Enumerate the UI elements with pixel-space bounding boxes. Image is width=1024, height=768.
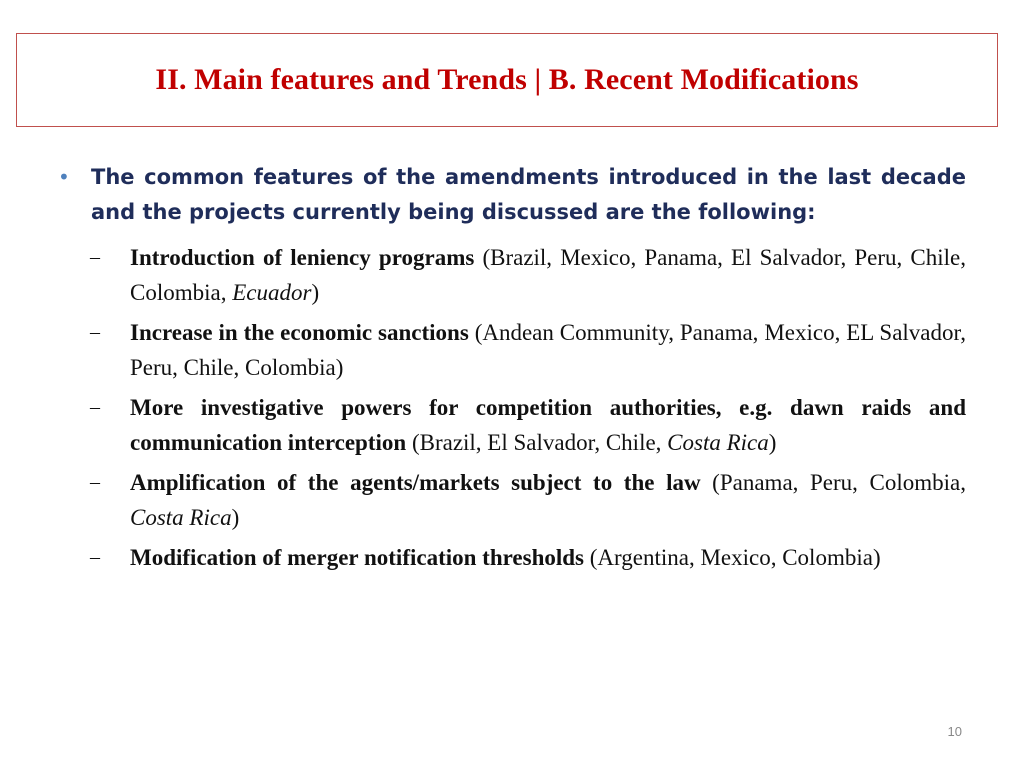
list-item [58, 240, 966, 310]
dash-icon: – [90, 396, 100, 418]
slide-content [58, 160, 966, 580]
bullet-icon: • [58, 165, 70, 189]
dash-icon: – [90, 246, 100, 268]
item-end-text: ) [311, 280, 320, 305]
sub-bullet-list [58, 240, 966, 575]
list-item [58, 315, 966, 385]
item-text: (Andean Community, Panama, Mexico, EL Salvador, Peru, Chile, Colombia) [130, 320, 966, 380]
item-italic-text: Costa Rica [667, 430, 769, 455]
item-bold-text: Modification of merger notification thresholds [130, 545, 584, 570]
list-item [58, 390, 966, 460]
title-box [16, 33, 998, 127]
item-text: (Brazil, El Salvador, Chile, [406, 430, 668, 455]
lead-bullet-paragraph [58, 160, 966, 230]
item-bold-text: More investigative powers for competition authorities, e.g. dawn raids and communication interception [130, 395, 966, 455]
lead-text: The common features of the amendments introduced in the last decade and the projects currently being discussed are the following: [91, 165, 966, 224]
item-text: (Panama, Peru, Colombia, [700, 470, 966, 495]
list-item [58, 465, 966, 535]
item-bold-text: Introduction of leniency programs [130, 245, 475, 270]
item-bold-text: Amplification of the agents/markets subject to the law [130, 470, 701, 495]
item-end-text: ) [231, 505, 240, 530]
dash-icon: – [90, 546, 100, 568]
dash-icon: – [90, 471, 100, 493]
list-item [58, 540, 966, 575]
item-text: (Argentina, Mexico, Colombia) [584, 545, 881, 570]
item-bold-text: Increase in the economic sanctions [130, 320, 469, 345]
item-text: (Brazil, Mexico, Panama, El Salvador, Peru, Chile, Colombia, [130, 245, 966, 305]
item-italic-text: Costa Rica [130, 505, 232, 530]
page-number: 10 [947, 724, 962, 739]
item-italic-text: Ecuador [232, 280, 312, 305]
slide-title: II. Main features and Trends | B. Recent Modifications [155, 63, 859, 96]
item-end-text: ) [768, 430, 777, 455]
dash-icon: – [90, 321, 100, 343]
